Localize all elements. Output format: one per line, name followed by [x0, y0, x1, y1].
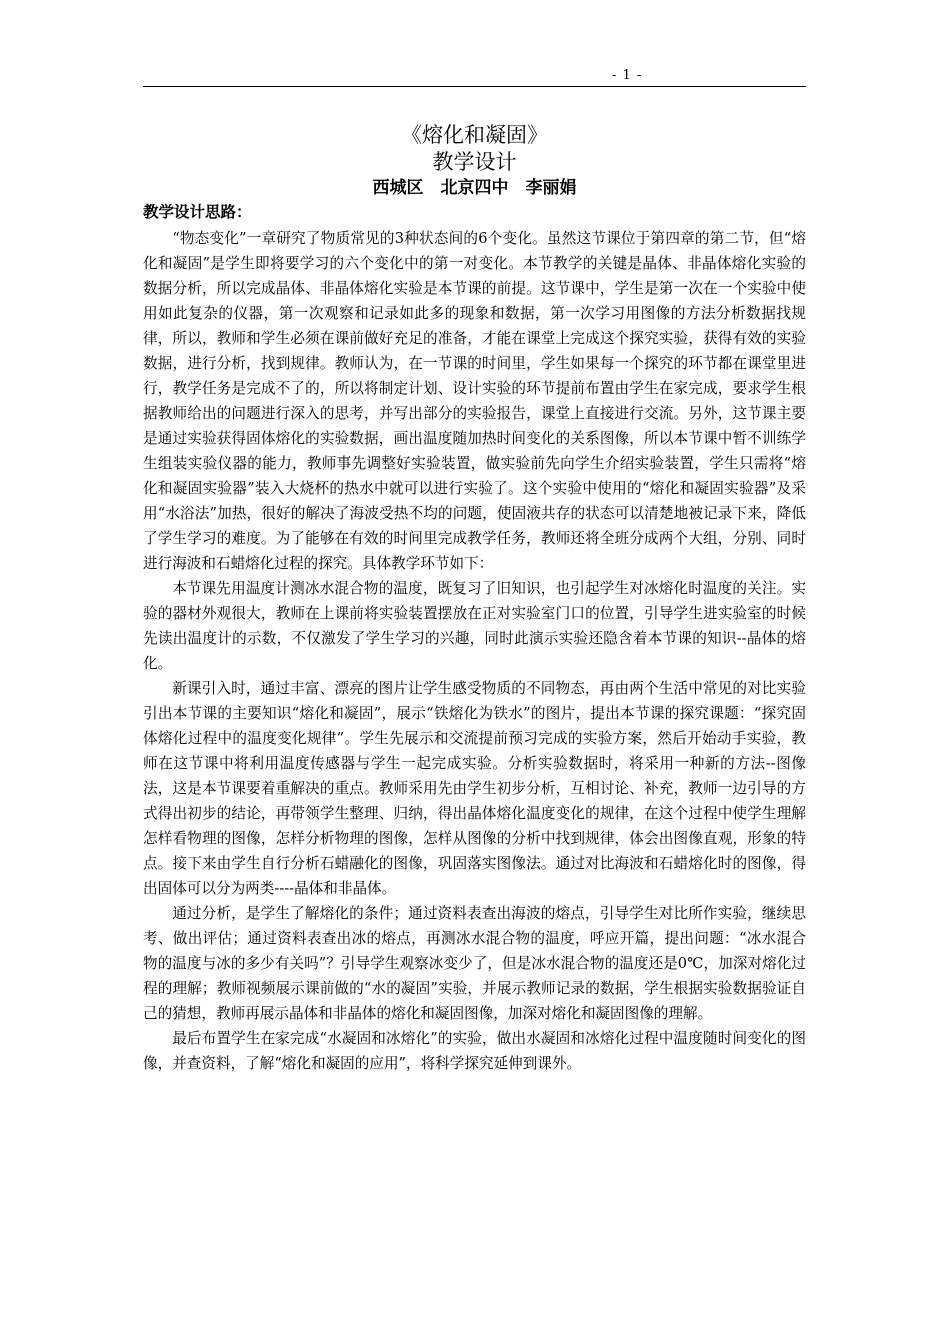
document-author: 西城区 北京四中 李丽娟 [372, 178, 577, 198]
header-divider [143, 86, 806, 87]
paragraph-5: 最后布置学生在家完成“水凝固和冰熔化”的实验，做出水凝固和冰熔化过程中温度随时间变化的图像，并查资料，了解“熔化和凝固的应用”，将科学探究延伸到课外。 [143, 1030, 806, 1072]
title-block [143, 122, 806, 201]
section-heading: 教学设计思路： [143, 203, 252, 221]
document-subtitle: 教学设计 [432, 150, 517, 174]
page-number: - 1 - [612, 68, 643, 83]
document-title: 《熔化和凝固》 [401, 123, 548, 147]
paragraph-1: “物态变化”一章研究了物质常见的3种状态间的6个变化。虽然这节课位于第四章的第二节，但“熔化和凝固”是学生即将要学习的六个变化中的第一对变化。本节教学的关键是晶体、非晶体熔化实验的数据分析，所以完成晶体、非晶体熔化实验是本节课的前提。这节课中，学生是第一次在一个实验中使用如此复杂的仪器，第一次观察和记录如此多的现象和数据，第一次学习用图像的方法分析数据找规律，所以，教师和学生必须在课前做好充足的准备，才能在课堂上完成这个探究实验，获得有效的实验数据，进行分析，找到规律。教师认为，在一节课的时间里，学生如果每一个探究的环节都在课堂里进行，教学任务是完成不了的，所以将制定计划、设计实验的环节提前布置由学生在家完成，要求学生根据教师给出的问题进行深入的思考，并写出部分的实验报告，课堂上直接进行交流。另外，这节课主要是通过实验获得固体熔化的实验数据，画出温度随加热时间变化的关系图像，所以本节课中暂不训练学生组装实验仪器的能力，教师事先调整好实验装置，做实验前先向学生介绍实验装置，学生只需将“熔化和凝固实验器”装入大烧杯的热水中就可以进行实验了。这个实验中使用的“熔化和凝固实验器”及采用“水浴法”加热，很好的解决了海波受热不均的问题，使固液共存的状态可以清楚地被记录下来，降低了学生学习的难度。为了能够在有效的时间里完成教学任务，教师还将全班分成两个大组，分别、同时进行海波和石蜡熔化过程的探究。具体教学环节如下： [143, 230, 806, 572]
paragraph-3: 新课引入时，通过丰富、漂亮的图片让学生感受物质的不同物态，再由两个生活中常见的对比实验引出本节课的主要知识“熔化和凝固”，展示“铁熔化为铁水”的图片，提出本节课的探究课题：“探究固体熔化过程中的温度变化规律”。学生先展示和交流提前预习完成的实验方案，然后开始动手实验，教师在这节课中将利用温度传感器与学生一起完成实验。分析实验数据时，将采用一种新的方法--图像法，这是本节课要着重解决的重点。教师采用先由学生初步分析，互相讨论、补充，教师一边引导的方式得出初步的结论，再带领学生整理、归纳，得出晶体熔化温度变化的规律，在这个过程中使学生理解怎样看物理的图像，怎样分析物理的图像，怎样从图像的分析中找到规律，体会出图像直观，形象的特点。接下来由学生自行分析石蜡融化的图像，巩固落实图像法。通过对比海波和石蜡熔化时的图像，得出固体可以分为两类----晶体和非晶体。 [143, 680, 806, 897]
paragraph-4: 通过分析，是学生了解熔化的条件；通过资料表查出海波的熔点，引导学生对比所作实验，继续思考、做出评估；通过资料表查出冰的熔点，再测冰水混合物的温度，呼应开篇，提出问题：“冰水混合物的温度与冰的多少有关吗”？引导学生观察冰变少了，但是冰水混合物的温度还是0℃，加深对熔化过程的理解；教师视频展示课前做的“水的凝固”实验，并展示教师记录的数据，学生根据实验数据验证自己的猜想，教师再展示晶体和非晶体的熔化和凝固图像，加深对熔化和凝固图像的理解。 [143, 905, 806, 1022]
paragraph-2: 本节课先用温度计测冰水混合物的温度，既复习了旧知识，也引起学生对冰熔化时温度的关注。实验的器材外观很大，教师在上课前将实验装置摆放在正对实验室门口的位置，引导学生进实验室的时候先读出温度计的示数，不仅激发了学生学习的兴趣，同时此演示实验还隐含着本节课的知识--晶体的熔化。 [143, 580, 806, 672]
body-text [143, 226, 806, 1076]
